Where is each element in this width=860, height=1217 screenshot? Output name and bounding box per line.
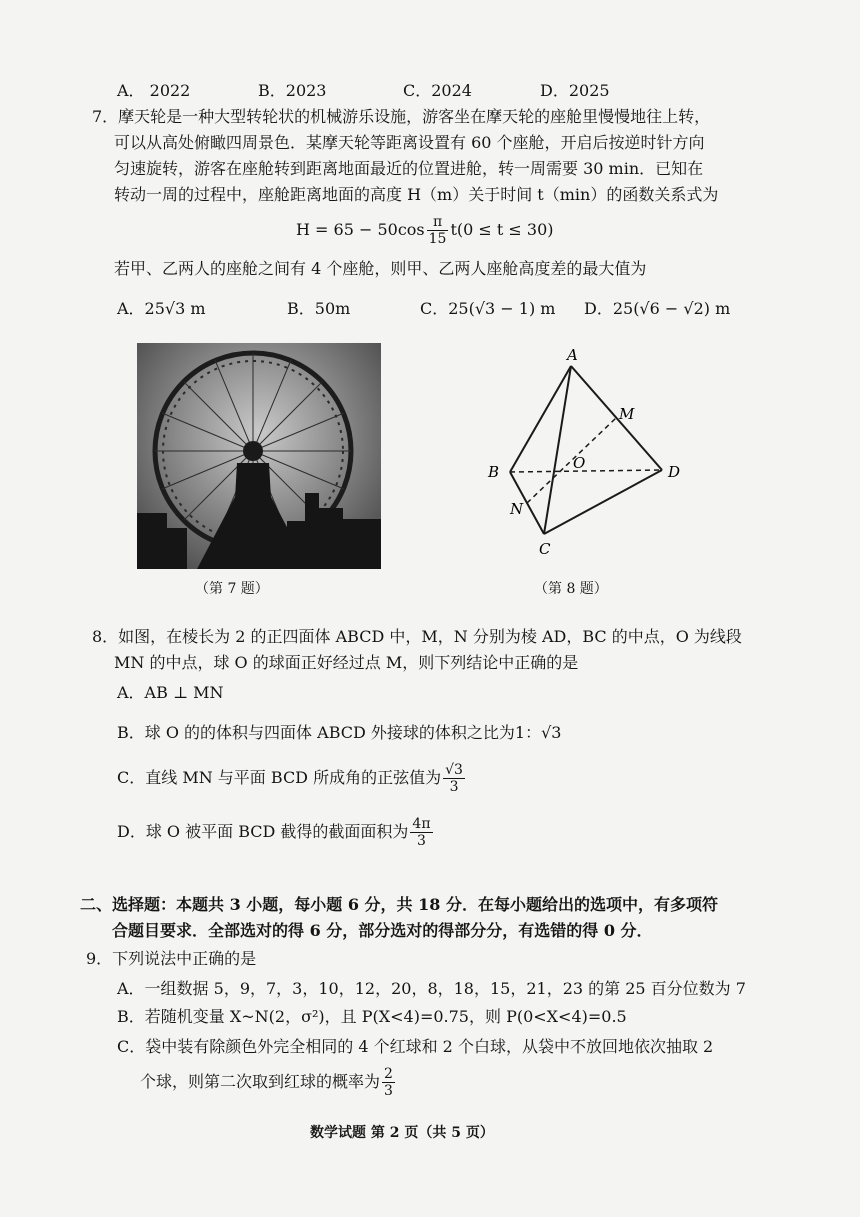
q8-line-2: MN 的中点，球 O 的球面正好经过点 M，则下列结论中正确的是 [114, 653, 579, 672]
q6-option-a: A． 2022 [117, 81, 191, 100]
q8-option-c-fraction [443, 762, 465, 795]
edge-bd-hidden [510, 470, 662, 472]
q7-formula-pre: H = 65 − 50cos [296, 220, 425, 239]
label-n: N [510, 500, 524, 518]
q7-formula-denominator: 15 [428, 231, 447, 247]
q8-option-c-text: C．直线 MN 与平面 BCD 所成角的正弦值为 [117, 768, 442, 787]
q8-option-c [117, 758, 467, 798]
q8-option-d-denominator: 3 [417, 833, 426, 849]
q9-option-c-fraction [382, 1066, 395, 1099]
q7-option-a: A．25√3 m [117, 299, 206, 318]
segment-mn-hidden [527, 418, 616, 503]
q7-option-b: B．50m [287, 299, 351, 318]
q7-option-d: D．25(√6 − √2) m [584, 299, 731, 318]
figure-8-caption: （第 8 题） [534, 581, 608, 597]
q7-line-4: 转动一周的过程中，座舱距离地面的高度 H（m）关于时间 t（min）的函数关系式为 [114, 185, 719, 204]
q7-formula-post: t(0 ≤ t ≤ 30) [450, 220, 554, 239]
q8-option-d-text: D．球 O 被平面 BCD 截得的截面面积为 [117, 822, 409, 841]
q7-line-5: 若甲、乙两人的座舱之间有 4 个座舱，则甲、乙两人座舱高度差的最大值为 [114, 259, 647, 278]
wheel-hub [243, 441, 263, 461]
q8-option-a: A．AB ⊥ MN [117, 683, 224, 702]
q8-option-d [117, 812, 435, 852]
q6-option-d: D．2025 [540, 81, 610, 100]
section-2-heading-line-2: 合题目要求．全部选对的得 6 分，部分选对的得部分分，有选错的得 0 分． [112, 921, 653, 940]
section-2-heading-line-1: 二、选择题：本题共 3 小题，每小题 6 分，共 18 分．在每小题给出的选项中，有多项符 [80, 895, 718, 914]
q8-line-1: 8．如图，在棱长为 2 的正四面体 ABCD 中，M，N 分别为棱 AD，BC 的中点，O 为线段 [92, 627, 742, 646]
q9-option-c-line-1: C．袋中装有除颜色外完全相同的 4 个红球和 2 个白球，从袋中不放回地依次抽取 2 [117, 1037, 714, 1056]
q7-line-2: 可以从高处俯瞰四周景色．某摩天轮等距离设置有 60 个座舱，开启后按逆时针方向 [114, 133, 705, 152]
q7-formula-fraction [427, 214, 449, 247]
q9-option-c-line-2 [140, 1062, 397, 1102]
q7-line-1: 7．摩天轮是一种大型转轮状的机械游乐设施，游客坐在摩天轮的座舱里慢慢地往上转， [92, 107, 711, 126]
figure-7-caption: （第 7 题） [195, 581, 269, 597]
q9-stem: 9．下列说法中正确的是 [86, 949, 257, 968]
q6-option-b: B．2023 [258, 81, 327, 100]
q9-option-c-numerator: 2 [384, 1066, 393, 1082]
label-a: A [567, 346, 578, 364]
q8-option-c-denominator: 3 [449, 779, 459, 795]
q8-option-b: B．球 O 的的体积与四面体 ABCD 外接球的体积之比为1：√3 [117, 723, 562, 742]
label-o: O [573, 454, 586, 472]
ferris-wheel-drawing [137, 343, 381, 569]
q6-option-c: C．2024 [403, 81, 472, 100]
q9-option-c-denominator: 3 [384, 1083, 393, 1099]
q7-formula [296, 210, 554, 250]
page-footer: 数学试题 第 2 页（共 5 页） [310, 1125, 494, 1141]
q7-formula-numerator: π [427, 214, 449, 231]
label-c: C [539, 540, 551, 558]
q9-option-c-text: 个球，则第二次取到红球的概率为 [140, 1072, 381, 1091]
q8-option-c-numerator: √3 [445, 762, 463, 778]
tetrahedron-diagram [480, 342, 700, 562]
label-b: B [488, 463, 500, 481]
q9-option-b: B．若随机变量 X~N(2，σ²)，且 P(X<4)=0.75，则 P(0<X<4)=0.5 [117, 1007, 627, 1026]
label-d: D [668, 463, 681, 481]
q8-option-d-numerator: 4π [412, 816, 431, 832]
label-m: M [619, 405, 635, 423]
q9-option-a: A．一组数据 5，9，7，3，10，12，20，8，18，15，21，23 的第 25 百分位数为 7 [117, 979, 746, 998]
q8-option-d-fraction [410, 816, 432, 849]
ferris-wheel-photo [137, 343, 381, 569]
q7-line-3: 匀速旋转，游客在座舱转到距离地面最近的位置进舱，转一周需要 30 min．已知在 [114, 159, 704, 178]
q7-option-c: C．25(√3 − 1) m [420, 299, 556, 318]
edge-cd [544, 470, 662, 534]
